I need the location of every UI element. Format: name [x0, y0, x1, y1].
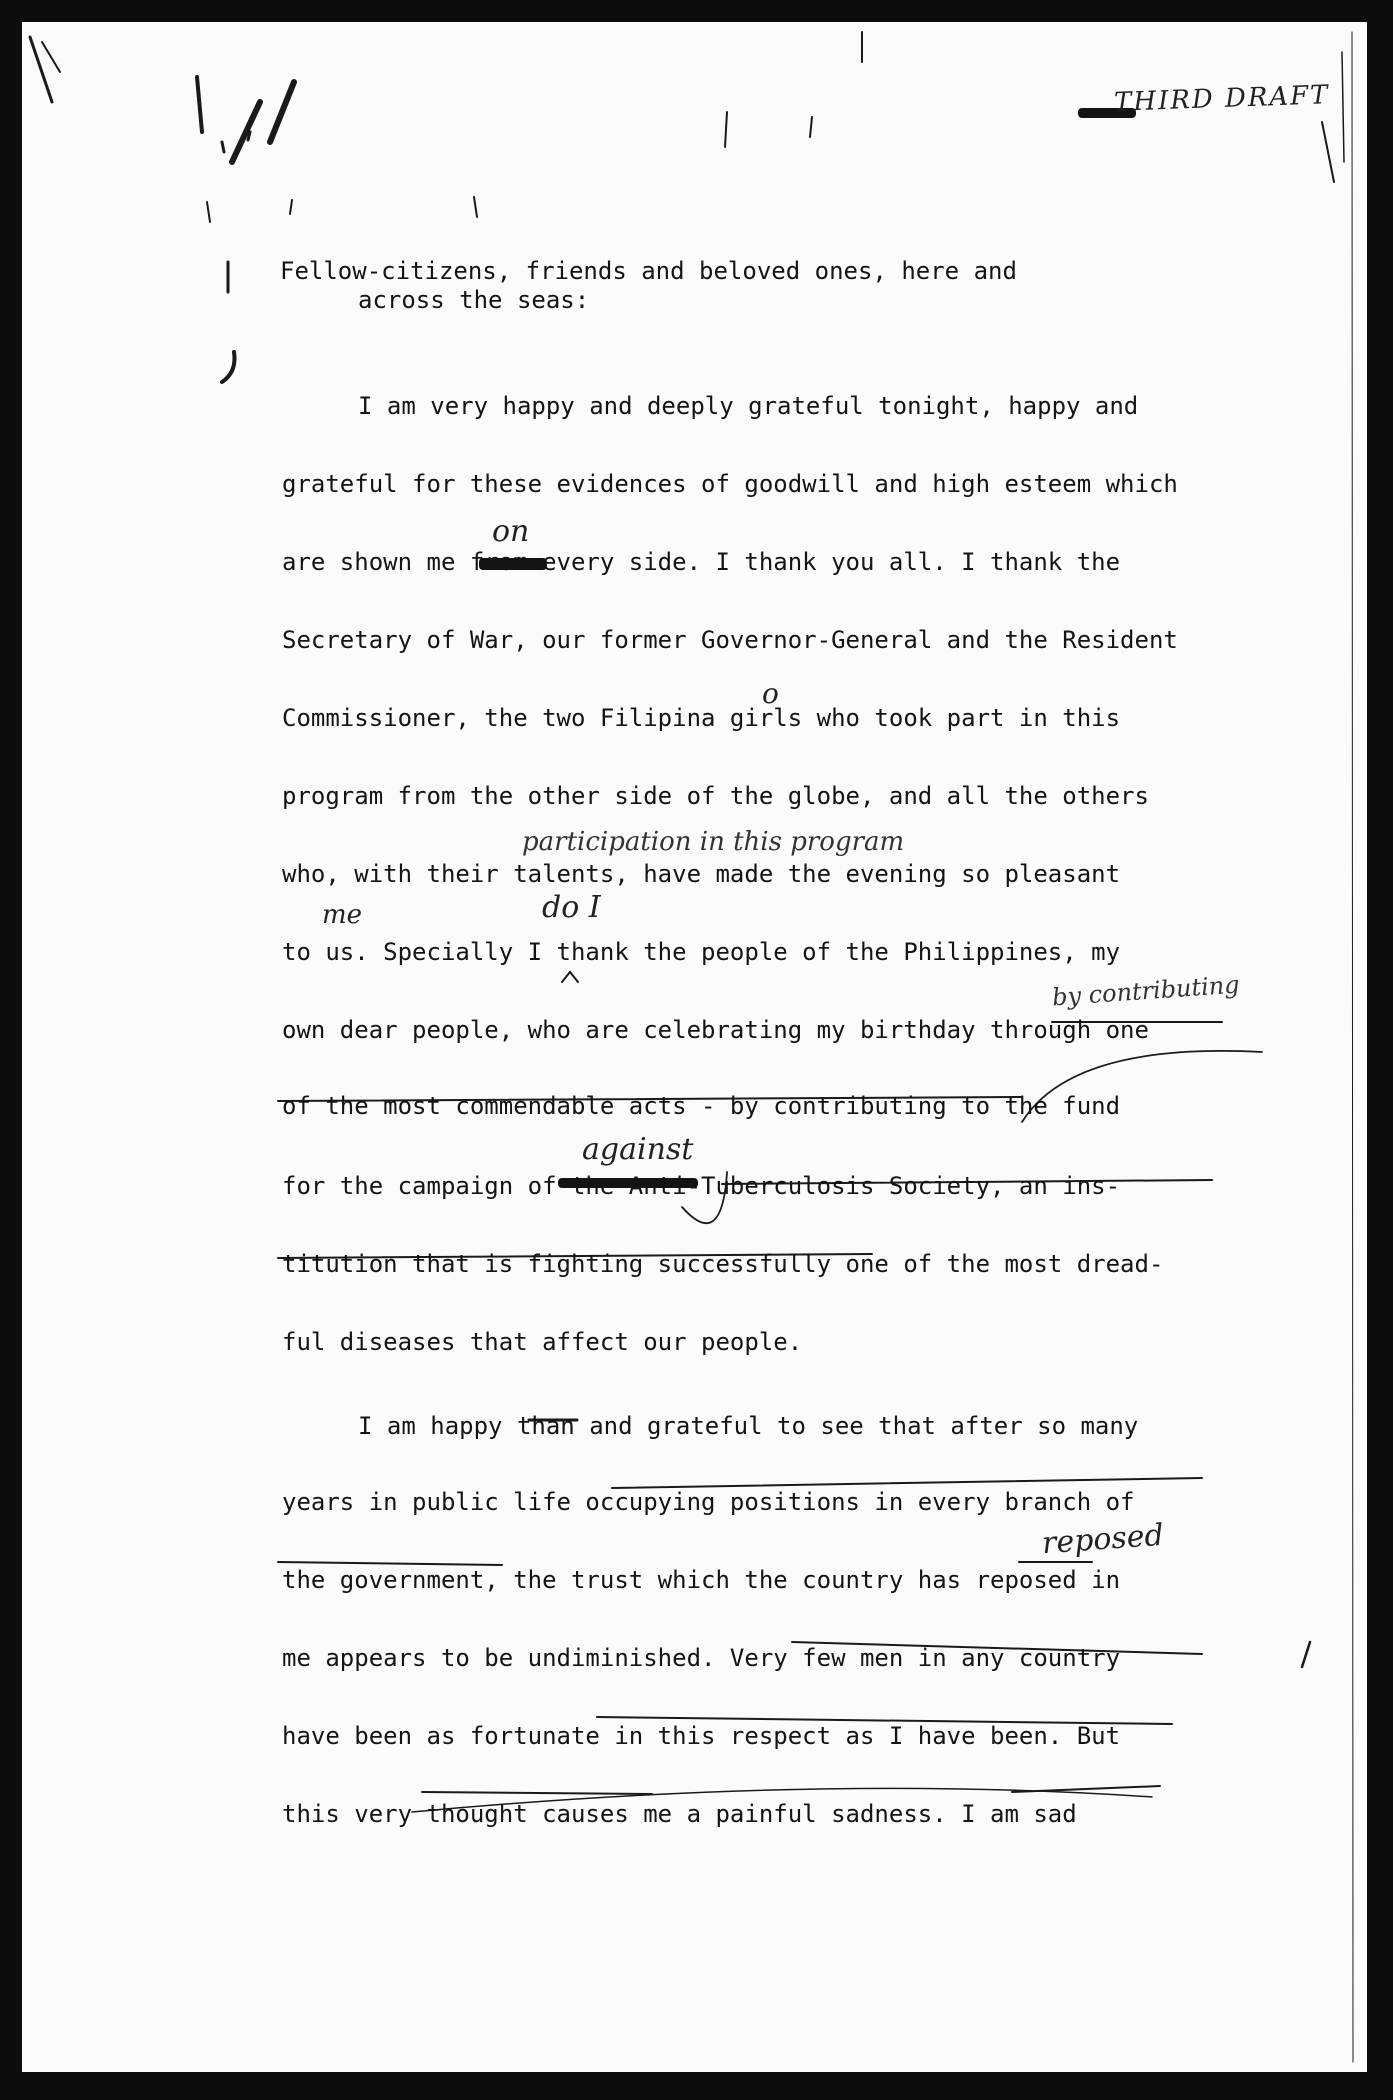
scan-artifacts	[22, 22, 1367, 2072]
handwritten-by-contributing: by contributing	[1051, 970, 1241, 1012]
paragraph1-line: Commissioner, the two Filipina girls who took part in this	[282, 704, 1121, 732]
paragraph1-line: to us. Specially I thank the people of the Philippines, my	[282, 938, 1121, 966]
paragraph1-line: ful diseases that affect our people.	[282, 1328, 803, 1356]
paragraph2-line: I am happy than and grateful to see that after so many	[358, 1412, 1139, 1440]
paragraph1-line: program from the other side of the globe, and all the others	[282, 782, 1149, 810]
salutation-line-2: across the seas:	[358, 286, 590, 314]
handwritten-me: me	[322, 900, 363, 930]
handwritten-o: o	[762, 677, 779, 710]
document-page	[22, 22, 1367, 2072]
paragraph2-line: me appears to be undiminished. Very few men in any country	[282, 1644, 1121, 1672]
paragraph1-line: are shown me from every side. I thank you all. I thank the	[282, 548, 1121, 576]
salutation-line-1: Fellow-citizens, friends and beloved ones, here and	[280, 257, 1017, 285]
handwritten-participation: participation in this program	[522, 827, 905, 857]
paragraph1-line: who, with their talents, have made the evening so pleasant	[282, 860, 1121, 888]
paragraph2-line: this very thought causes me a painful sadness. I am sad	[282, 1800, 1077, 1828]
handwritten-reposed: reposed	[1040, 1517, 1165, 1562]
paragraph2-line: the government, the trust which the country has reposed in	[282, 1566, 1121, 1594]
handwritten-against: against	[582, 1132, 694, 1167]
handwritten-on: on	[492, 514, 530, 549]
paragraph1-line: own dear people, who are celebrating my birthday through one	[282, 1016, 1149, 1044]
paragraph1-line: for the campaign of the Anti-Tuberculosis Society, an ins-	[282, 1172, 1121, 1200]
paragraph2-line: years in public life occupying positions in every branch of	[282, 1488, 1135, 1516]
paragraph1-line: titution that is fighting successfully one of the most dread-	[282, 1250, 1164, 1278]
paragraph1-line: of the most commendable acts - by contributing to the fund	[282, 1092, 1121, 1120]
paragraph1-line: I am very happy and deeply grateful tonight, happy and	[358, 392, 1139, 420]
paragraph1-line: Secretary of War, our former Governor-General and the Resident	[282, 626, 1178, 654]
paragraph1-line: grateful for these evidences of goodwill and high esteem which	[282, 470, 1178, 498]
paragraph2-line: have been as fortunate in this respect as I have been. But	[282, 1722, 1121, 1750]
handwritten-do-i: do I	[542, 890, 601, 925]
draft-label: THIRD DRAFT	[1113, 80, 1331, 118]
